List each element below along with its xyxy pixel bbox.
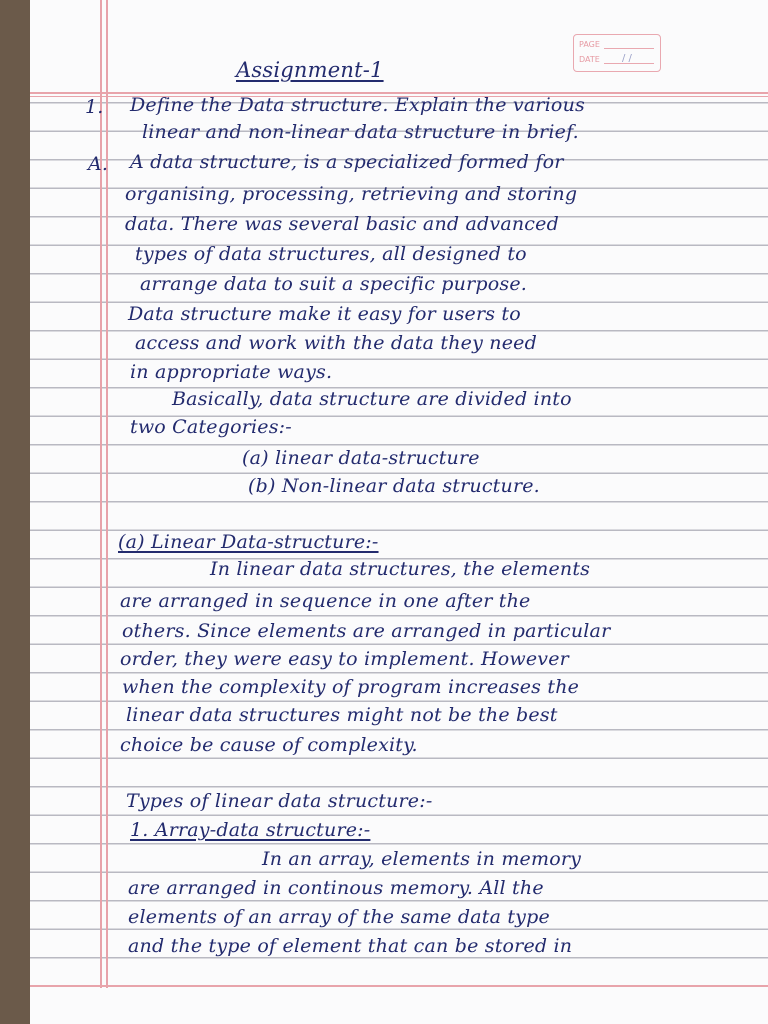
page-footer-area [30,988,768,1024]
section-line: others. Since elements are arranged in particular [122,620,611,642]
array-line: elements of an array of the same data type [128,906,550,928]
category-item: (a) linear data-structure [242,447,480,469]
section-line: In linear data structures, the elements [210,558,591,580]
footer-rule [30,985,768,987]
section-line: choice be cause of complexity. [120,734,418,756]
page-label: PAGE [579,40,600,49]
array-line: are arranged in continous memory. All the [128,877,544,899]
section-line: linear data structures might not be the best [126,704,558,726]
section-line: when the complexity of program increases the [122,676,580,698]
notebook-page [30,0,768,1024]
array-line: and the type of element that can be stored in [128,935,573,957]
answer-line: two Categories:- [130,416,292,438]
array-line: In an array, elements in memory [262,848,582,870]
answer-marker: A. [88,153,109,175]
answer-line: access and work with the data they need [135,332,537,354]
date-label: DATE [579,55,600,64]
array-heading: 1. Array-data structure:- [130,819,371,841]
question-number: 1. [85,96,104,118]
section-heading: (a) Linear Data-structure:- [118,531,379,553]
date-value: / / [622,53,632,64]
page-date-stamp [573,34,661,72]
answer-line: organising, processing, retrieving and storing [125,183,578,205]
category-item: (b) Non-linear data structure. [248,475,540,497]
assignment-title: Assignment-1 [236,58,384,82]
answer-line: arrange data to suit a specific purpose. [140,273,527,295]
answer-line: A data structure, is a specialized formed for [130,151,564,173]
answer-line: data. There was several basic and advanced [125,213,559,235]
question-line: linear and non-linear data structure in brief. [142,121,579,143]
answer-line: types of data structures, all designed to [135,243,527,265]
section-line: order, they were easy to implement. However [120,648,569,670]
answer-line: Basically, data structure are divided into [172,388,572,410]
answer-line: in appropriate ways. [130,361,333,383]
question-line: Define the Data structure. Explain the various [130,94,585,116]
section-line: are arranged in sequence in one after the [120,590,531,612]
types-heading: Types of linear data structure:- [126,790,433,812]
answer-line: Data structure make it easy for users to [128,303,521,325]
